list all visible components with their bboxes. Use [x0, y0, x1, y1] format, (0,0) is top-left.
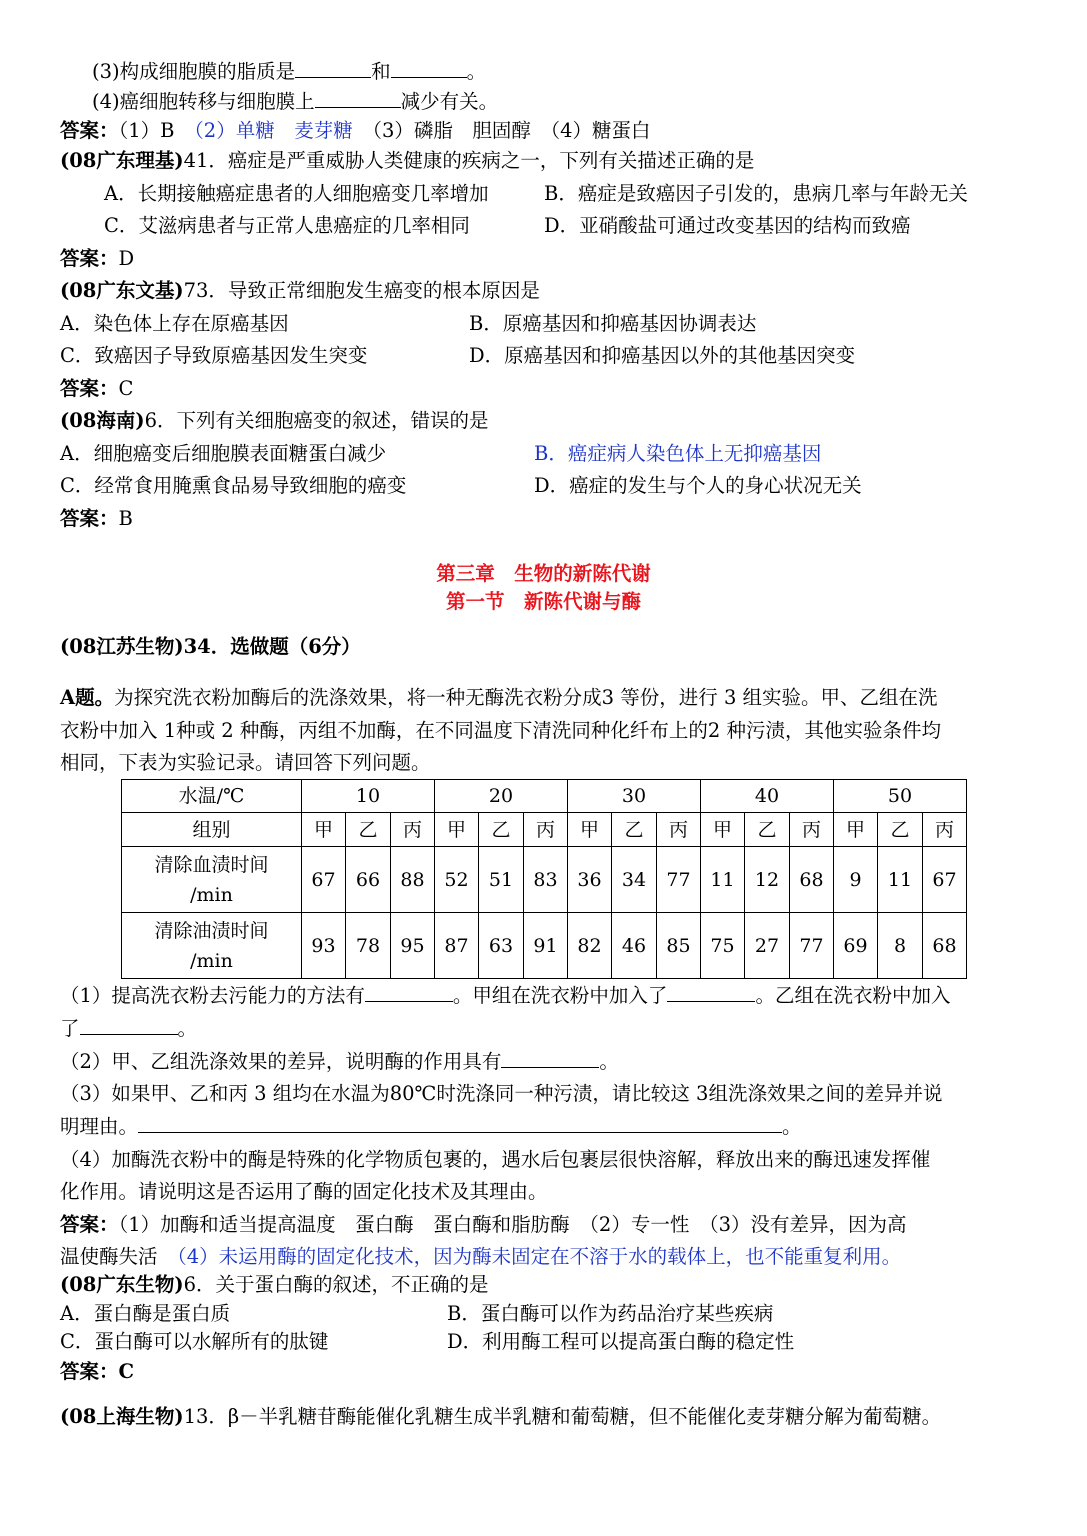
table-cell: 68 — [923, 913, 967, 979]
option-c: C．艾滋病患者与正常人患癌症的几率相同 — [104, 214, 470, 237]
table-cell: 9 — [834, 847, 878, 913]
table-cell: 77 — [790, 913, 834, 979]
answer-label: 答案： — [60, 377, 119, 400]
sub-question-4-cont: 化作用。请说明这是否运用了酶的固定化技术及其理由。 — [60, 1180, 548, 1203]
blank — [501, 1049, 599, 1068]
table-cell: 93 — [302, 913, 346, 979]
table-cell: 11 — [878, 847, 923, 913]
table-cell: 乙 — [745, 813, 790, 847]
table-cell: 67 — [302, 847, 346, 913]
answer-text: （2）单糖 麦芽糖 — [194, 119, 353, 142]
experiment-table — [121, 779, 967, 979]
table-header-cell: 水温/℃ — [122, 780, 302, 813]
table-cell: 66 — [346, 847, 391, 913]
table-cell: 甲 — [568, 813, 612, 847]
sub-question-2 — [60, 1047, 619, 1077]
intro-text: 相同，下表为实验记录。请回答下列问题。 — [60, 751, 431, 774]
table-cell: 85 — [657, 913, 701, 979]
table-cell: 甲 — [435, 813, 479, 847]
row-unit: /min — [190, 949, 233, 972]
question-source: (08广东理基) — [60, 149, 184, 172]
table-cell: 34 — [612, 847, 657, 913]
question-text: 。乙组在洗衣粉中加入 — [755, 984, 951, 1007]
answer-text: D — [118, 247, 135, 270]
option-c: C．蛋白酶可以水解所有的肽键 — [60, 1330, 329, 1353]
question-text: 6．下列有关细胞癌变的叙述，错误的是 — [144, 409, 489, 432]
table-cell: 甲 — [834, 813, 878, 847]
answer-label: 答案： — [60, 1213, 119, 1236]
answer-text: 温使酶失活 — [60, 1245, 178, 1268]
table-cell: 11 — [701, 847, 745, 913]
intro-label: A题。 — [60, 686, 115, 709]
table-cell: 丙 — [524, 813, 568, 847]
answer-line — [60, 116, 651, 146]
intro-line — [60, 683, 938, 713]
table-cell: 51 — [479, 847, 524, 913]
question-4-line — [92, 87, 498, 117]
question-text: 。 — [599, 1050, 619, 1073]
section-title: 第一节 新陈代谢与酶 — [445, 590, 641, 613]
sub-question-1-cont — [60, 1014, 197, 1044]
table-cell: 乙 — [612, 813, 657, 847]
answer-label: 答案： — [60, 119, 119, 142]
table-cell: 95 — [391, 913, 435, 979]
answer-text: C — [118, 377, 134, 400]
blank — [667, 983, 755, 1002]
table-cell: 68 — [790, 847, 834, 913]
question-source: (08广东文基) — [60, 279, 184, 302]
answer-line — [60, 244, 134, 274]
table-cell: 乙 — [346, 813, 391, 847]
answer-line — [60, 1357, 134, 1387]
table-cell — [122, 847, 302, 913]
blank — [365, 983, 453, 1002]
answer-label: 答案： — [60, 507, 119, 530]
table-cell: 甲 — [701, 813, 745, 847]
question-text: 6．关于蛋白酶的叙述，不正确的是 — [183, 1273, 489, 1296]
table-row — [122, 913, 967, 979]
answer-text: C — [118, 1360, 135, 1383]
row-label: 清除血渍时间 — [154, 853, 269, 876]
answer-label: 答案： — [60, 1360, 119, 1383]
table-cell: 甲 — [302, 813, 346, 847]
table-cell: 69 — [834, 913, 878, 979]
answer-line — [60, 374, 133, 404]
table-header-cell: 20 — [435, 780, 568, 813]
row-label: 清除油渍时间 — [154, 919, 269, 942]
option-d: D．利用酶工程可以提高蛋白酶的稳定性 — [447, 1330, 795, 1353]
table-header-cell: 40 — [701, 780, 834, 813]
answer-text: （3）磷脂 胆固醇 （4）糖蛋白 — [372, 119, 651, 142]
question-text: （1）提高洗衣粉去污能力的方法有 — [60, 984, 365, 1007]
option-b: B．原癌基因和抑癌基因协调表达 — [469, 312, 757, 335]
answer-text: （1）B — [118, 119, 175, 142]
answer-line — [60, 1210, 907, 1240]
table-cell: 77 — [657, 847, 701, 913]
table-header-row — [122, 780, 967, 813]
intro-text: 衣粉中加入 1种或 2 种酶，丙组不加酶，在不同温度下清洗同种化纤布上的2 种污渍，其他实验条件均 — [60, 719, 942, 742]
option-d: D．亚硝酸盐可通过改变基因的结构而致癌 — [544, 214, 911, 237]
table-header-cell: 10 — [302, 780, 435, 813]
table-cell: 78 — [346, 913, 391, 979]
option-a: A．染色体上存在原癌基因 — [60, 312, 289, 335]
option-b: B．癌症病人染色体上无抑癌基因 — [534, 442, 822, 465]
table-cell: 87 — [435, 913, 479, 979]
blank — [138, 1114, 782, 1133]
question-text: 。 — [782, 1115, 802, 1138]
table-cell: 8 — [878, 913, 923, 979]
option-a: A．细胞癌变后细胞膜表面糖蛋白减少 — [60, 442, 387, 465]
question-text: 减少有关。 — [400, 90, 499, 113]
table-header-cell: 30 — [568, 780, 701, 813]
table-cell: 乙 — [479, 813, 524, 847]
blank — [315, 89, 401, 108]
question-stem — [60, 146, 754, 176]
table-header-cell: 50 — [834, 780, 967, 813]
table-cell — [122, 913, 302, 979]
row-unit: /min — [190, 883, 233, 906]
question-text: 和 — [371, 60, 391, 83]
table-cell: 82 — [568, 913, 612, 979]
question-source: (08江苏生物)34．选做题（6分） — [60, 635, 361, 658]
option-d: D．原癌基因和抑癌基因以外的其他基因突变 — [469, 344, 856, 367]
question-stem — [60, 406, 489, 436]
question-text: (3)构成细胞膜的脂质是 — [92, 60, 296, 83]
option-a: A．蛋白酶是蛋白质 — [60, 1302, 231, 1325]
table-cell: 丙 — [923, 813, 967, 847]
question-text: 明理由。 — [60, 1115, 139, 1138]
question-stem — [60, 276, 540, 306]
table-cell: 91 — [524, 913, 568, 979]
question-text: 41．癌症是严重威胁人类健康的疾病之一，下列有关描述正确的是 — [183, 149, 755, 172]
question-text: 73．导致正常细胞发生癌变的根本原因是 — [183, 279, 540, 302]
table-cell: 52 — [435, 847, 479, 913]
question-source: (08上海生物) — [60, 1405, 184, 1428]
option-c: C．经常食用腌熏食品易导致细胞的癌变 — [60, 474, 407, 497]
sub-question-4: （4）加酶洗衣粉中的酶是特殊的化学物质包裹的，遇水后包裹层很快溶解，释放出来的酶迅速发挥催 — [60, 1148, 931, 1171]
intro-text: 为探究洗衣粉加酶后的洗涤效果，将一种无酶洗衣粉分成3 等份，进行 3 组实验。甲、乙组在洗 — [114, 686, 938, 709]
sub-question-3-cont — [60, 1112, 802, 1142]
blank — [295, 59, 371, 78]
question-text: 13．β－半乳糖苷酶能催化乳糖生成半乳糖和葡萄糖，但不能催化麦芽糖分解为葡萄糖。 — [183, 1405, 942, 1428]
chapter-title: 第三章 生物的新陈代谢 — [436, 562, 651, 585]
answer-text: （4）未运用酶的固定化技术，因为酶未固定在不溶于水的载体上，也不能重复利用。 — [177, 1245, 902, 1268]
answer-line-cont — [60, 1242, 901, 1272]
question-text: （2）甲、乙组洗涤效果的差异，说明酶的作用具有 — [60, 1050, 502, 1073]
table-cell: 46 — [612, 913, 657, 979]
sub-question-3: （3）如果甲、乙和丙 3 组均在水温为80℃时洗涤同一种污渍，请比较这 3组洗涤效果之间的差异并说 — [60, 1082, 943, 1105]
answer-text: （1）加酶和适当提高温度 蛋白酶 蛋白酶和脂肪酶 （2）专一性 （3）没有差异，因为高 — [118, 1213, 907, 1236]
question-text: (4)癌细胞转移与细胞膜上 — [92, 90, 315, 113]
table-cell: 乙 — [878, 813, 923, 847]
blank — [80, 1016, 178, 1035]
answer-label: 答案： — [60, 247, 119, 270]
table-cell: 83 — [524, 847, 568, 913]
table-cell: 75 — [701, 913, 745, 979]
option-d: D．癌症的发生与个人的身心状况无关 — [534, 474, 862, 497]
table-cell: 67 — [923, 847, 967, 913]
table-cell: 丙 — [391, 813, 435, 847]
option-b: B．蛋白酶可以作为药品治疗某些疾病 — [447, 1302, 774, 1325]
option-a: A．长期接触癌症患者的人细胞癌变几率增加 — [104, 182, 489, 205]
table-row — [122, 847, 967, 913]
table-cell: 63 — [479, 913, 524, 979]
question-3-line — [92, 57, 486, 87]
sub-question-1 — [60, 981, 950, 1011]
question-source: (08海南) — [60, 409, 145, 432]
answer-line — [60, 504, 133, 534]
table-row — [122, 813, 967, 847]
option-c: C．致癌因子导致原癌基因发生突变 — [60, 344, 368, 367]
table-cell: 88 — [391, 847, 435, 913]
question-source: (08广东生物) — [60, 1273, 184, 1296]
table-cell: 组别 — [122, 813, 302, 847]
question-text: 了 — [60, 1017, 80, 1040]
table-cell: 丙 — [657, 813, 701, 847]
option-b: B．癌症是致癌因子引发的，患病几率与年龄无关 — [544, 182, 968, 205]
answer-text: B — [118, 507, 133, 530]
table-cell: 12 — [745, 847, 790, 913]
question-stem — [60, 1270, 489, 1300]
question-stem — [60, 1402, 941, 1432]
question-text: 。甲组在洗衣粉中加入了 — [452, 984, 668, 1007]
table-cell: 36 — [568, 847, 612, 913]
table-cell: 丙 — [790, 813, 834, 847]
table-cell: 27 — [745, 913, 790, 979]
blank — [391, 59, 467, 78]
question-text: 。 — [177, 1017, 198, 1040]
question-text: 。 — [466, 60, 487, 83]
